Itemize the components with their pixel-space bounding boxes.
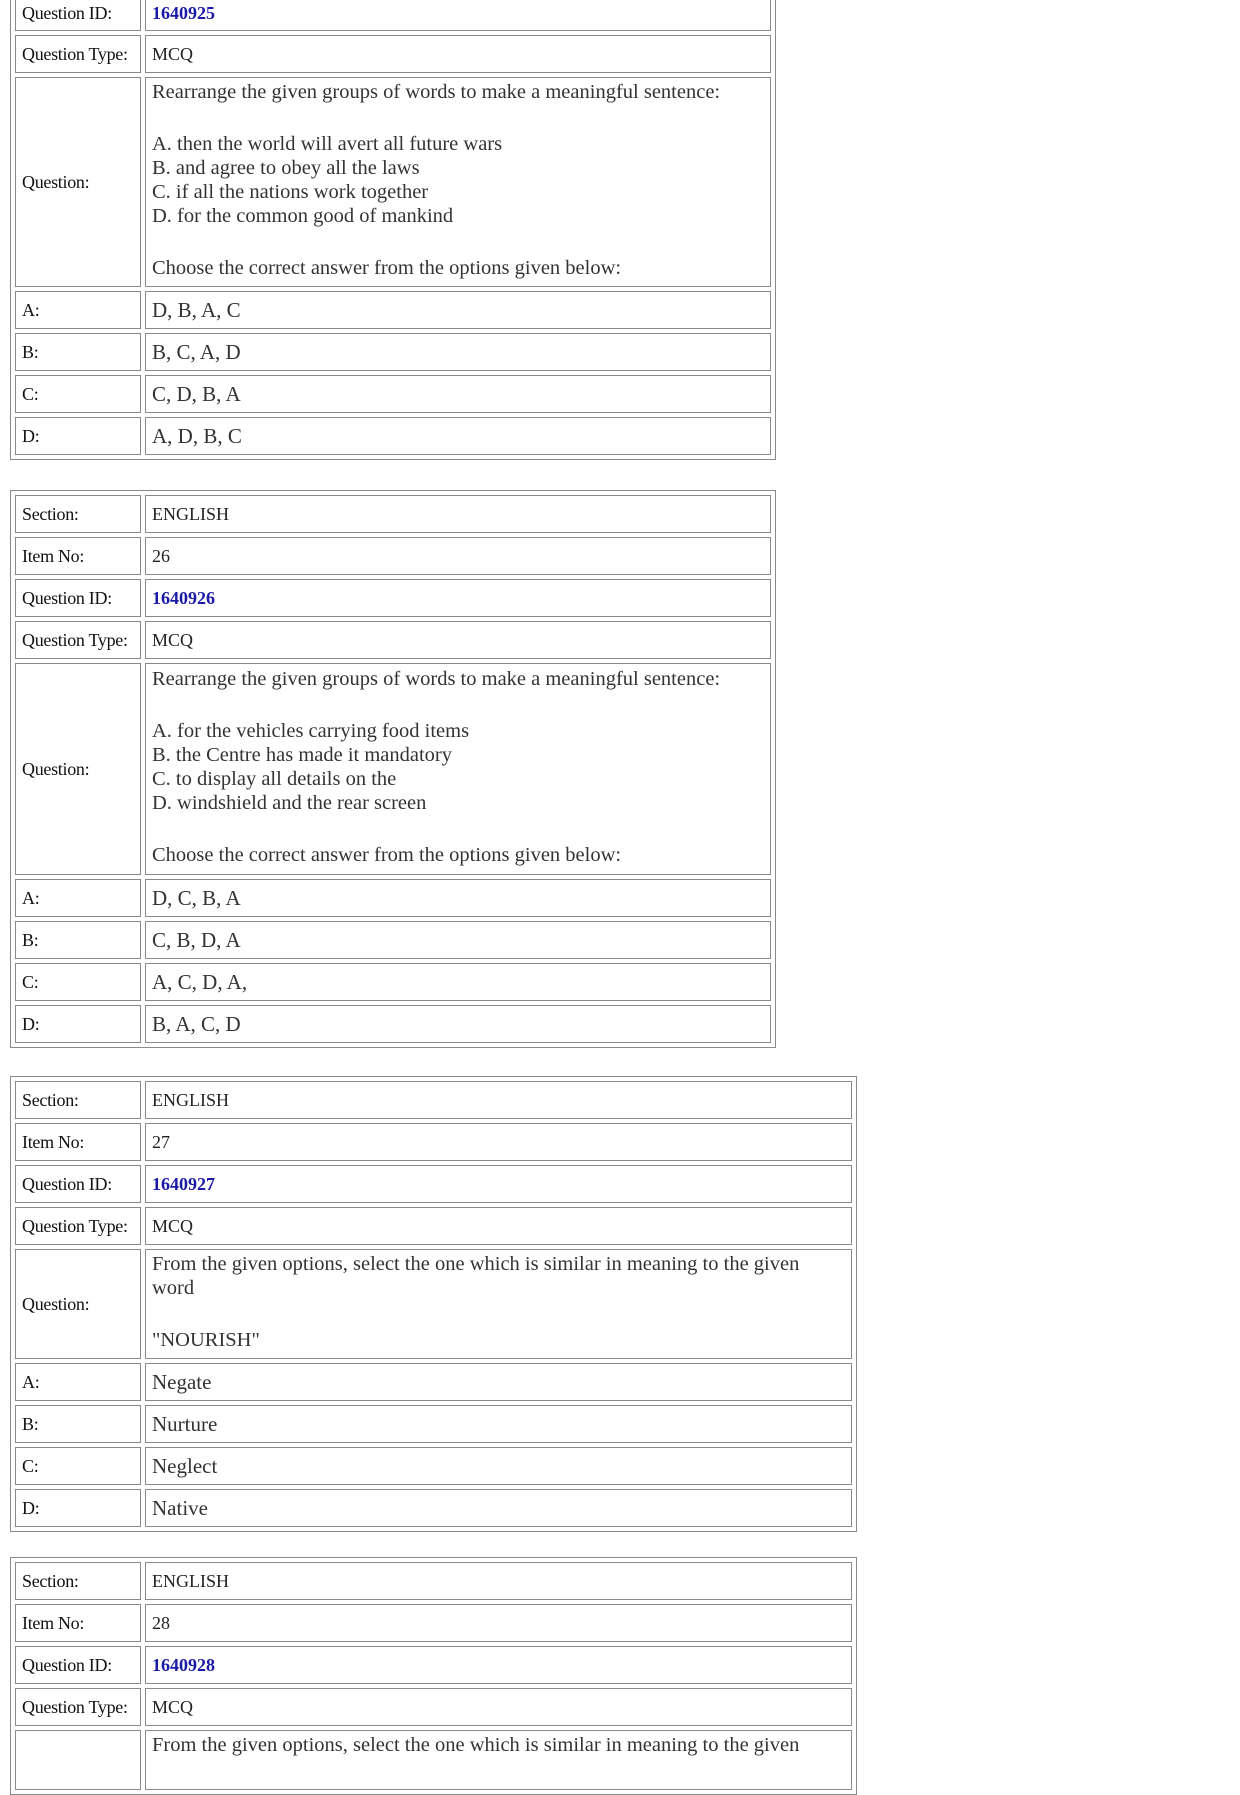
question-type-row <box>15 1207 852 1245</box>
section-row <box>15 495 771 533</box>
question-type-label: Question Type: <box>15 35 141 73</box>
question-id-label: Question ID: <box>15 1165 141 1203</box>
question-label: Question: <box>15 77 141 287</box>
option-a-label: A: <box>15 1363 141 1401</box>
option-b-text: Nurture <box>145 1405 852 1443</box>
section-row <box>15 1562 852 1600</box>
option-d-label: D: <box>15 1489 141 1527</box>
question-type-value: MCQ <box>145 1207 852 1245</box>
question-text <box>145 1249 852 1359</box>
question-word: "NOURISH" <box>152 1329 260 1351</box>
option-b-label: B: <box>15 1405 141 1443</box>
option-a-label: A: <box>15 291 141 329</box>
question-id-row <box>15 1165 852 1203</box>
option-row-c <box>15 963 771 1001</box>
item-no-value: 28 <box>145 1604 852 1642</box>
question-block-1640927 <box>10 1076 857 1532</box>
question-type-value: MCQ <box>145 621 771 659</box>
question-type-label: Question Type: <box>15 1207 141 1245</box>
option-c-label: C: <box>15 1447 141 1485</box>
option-d-text: Native <box>145 1489 852 1527</box>
question-type-row <box>15 1688 852 1726</box>
section-value: ENGLISH <box>145 1081 852 1119</box>
option-c-text: C, D, B, A <box>145 375 771 413</box>
question-row <box>15 1730 852 1790</box>
section-value: ENGLISH <box>145 495 771 533</box>
question-id-value: 1640926 <box>145 579 771 617</box>
question-id-row <box>15 0 771 31</box>
question-text <box>145 1730 852 1790</box>
option-b-text: C, B, D, A <box>145 921 771 959</box>
option-d-text: B, A, C, D <box>145 1005 771 1043</box>
question-label: Question: <box>15 663 141 875</box>
question-id-row <box>15 1646 852 1684</box>
section-row <box>15 1081 852 1119</box>
question-type-value: MCQ <box>145 1688 852 1726</box>
item-no-row <box>15 1123 852 1161</box>
option-d-label: D: <box>15 1005 141 1043</box>
question-row <box>15 77 771 287</box>
fragment-d: D. for the common good of mankind <box>152 205 454 227</box>
item-no-row <box>15 1604 852 1642</box>
section-label: Section: <box>15 495 141 533</box>
option-row-a <box>15 291 771 329</box>
question-id-label: Question ID: <box>15 0 141 31</box>
fragment-d: D. windshield and the rear screen <box>152 792 427 814</box>
section-value: ENGLISH <box>145 1562 852 1600</box>
question-text <box>145 663 771 875</box>
question-type-label: Question Type: <box>15 1688 141 1726</box>
option-row-b <box>15 921 771 959</box>
option-c-text: Neglect <box>145 1447 852 1485</box>
option-a-text: D, C, B, A <box>145 879 771 917</box>
option-row-d <box>15 1489 852 1527</box>
question-prompt: From the given options, select the one which is similar in meaning to the given word <box>152 1253 800 1299</box>
question-prompt: Rearrange the given groups of words to make a meaningful sentence: <box>152 668 721 690</box>
question-type-row <box>15 621 771 659</box>
question-prompt: Rearrange the given groups of words to make a meaningful sentence: <box>152 81 721 103</box>
option-row-b <box>15 1405 852 1443</box>
option-a-label: A: <box>15 879 141 917</box>
question-instruction: Choose the correct answer from the options given below: <box>152 844 622 866</box>
option-a-text: Negate <box>145 1363 852 1401</box>
fragment-a: A. for the vehicles carrying food items <box>152 720 470 742</box>
question-block-1640925 <box>10 0 776 460</box>
item-no-value: 26 <box>145 537 771 575</box>
fragment-b: B. and agree to obey all the laws <box>152 157 420 179</box>
option-c-text: A, C, D, A, <box>145 963 771 1001</box>
option-row-c <box>15 1447 852 1485</box>
option-a-text: D, B, A, C <box>145 291 771 329</box>
question-row <box>15 663 771 875</box>
fragment-b: B. the Centre has made it mandatory <box>152 744 453 766</box>
option-c-label: C: <box>15 963 141 1001</box>
option-row-c <box>15 375 771 413</box>
item-no-label: Item No: <box>15 1604 141 1642</box>
question-id-row <box>15 579 771 617</box>
question-id-value: 1640927 <box>145 1165 852 1203</box>
question-block-1640926 <box>10 490 776 1048</box>
question-id-label: Question ID: <box>15 579 141 617</box>
option-c-label: C: <box>15 375 141 413</box>
question-label: Question: <box>15 1249 141 1359</box>
question-row <box>15 1249 852 1359</box>
question-instruction: Choose the correct answer from the options given below: <box>152 257 622 279</box>
question-prompt: From the given options, select the one which is similar in meaning to the given <box>152 1734 800 1756</box>
option-row-a <box>15 1363 852 1401</box>
question-type-row <box>15 35 771 73</box>
question-label <box>15 1730 141 1790</box>
option-row-d <box>15 1005 771 1043</box>
item-no-label: Item No: <box>15 537 141 575</box>
option-d-label: D: <box>15 417 141 455</box>
option-row-b <box>15 333 771 371</box>
question-id-value: 1640928 <box>145 1646 852 1684</box>
section-label: Section: <box>15 1081 141 1119</box>
option-row-d <box>15 417 771 455</box>
item-no-value: 27 <box>145 1123 852 1161</box>
option-b-text: B, C, A, D <box>145 333 771 371</box>
item-no-row <box>15 537 771 575</box>
item-no-label: Item No: <box>15 1123 141 1161</box>
question-type-value: MCQ <box>145 35 771 73</box>
question-type-label: Question Type: <box>15 621 141 659</box>
option-b-label: B: <box>15 921 141 959</box>
section-label: Section: <box>15 1562 141 1600</box>
question-text <box>145 77 771 287</box>
question-block-1640928 <box>10 1557 857 1795</box>
option-b-label: B: <box>15 333 141 371</box>
fragment-c: C. if all the nations work together <box>152 181 429 203</box>
question-id-label: Question ID: <box>15 1646 141 1684</box>
option-d-text: A, D, B, C <box>145 417 771 455</box>
question-id-value: 1640925 <box>145 0 771 31</box>
option-row-a <box>15 879 771 917</box>
fragment-a: A. then the world will avert all future wars <box>152 133 503 155</box>
fragment-c: C. to display all details on the <box>152 768 397 790</box>
